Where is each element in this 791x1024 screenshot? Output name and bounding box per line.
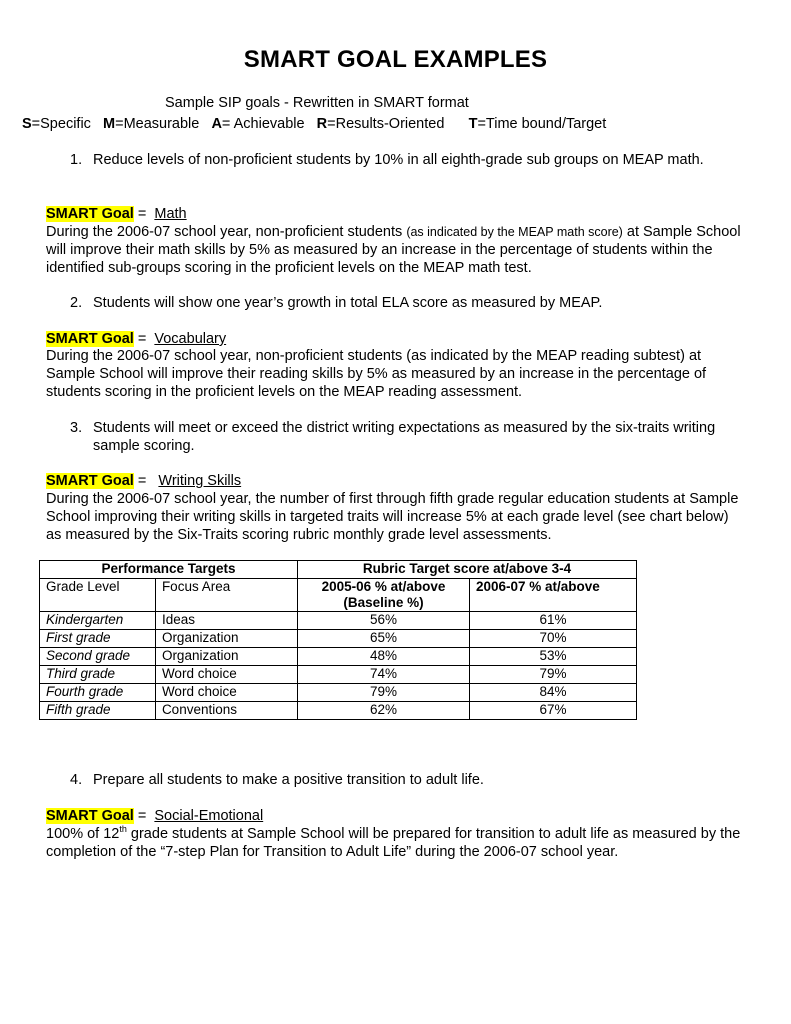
goal-2-statement: 2. Students will show one year’s growth in total ELA score as measured by MEAP. xyxy=(70,295,603,311)
table-group-header-row xyxy=(40,561,637,579)
table-row: Fifth grade Conventions 62% 67% xyxy=(40,702,637,720)
table-group-header: Rubric Target score at/above 3-4 xyxy=(298,561,637,579)
legend-time-bound: T=Time bound/Target xyxy=(468,116,607,132)
goal-area: Vocabulary xyxy=(154,331,227,347)
table-row: Second grade Organization 48% 53% xyxy=(40,648,637,666)
smart-legend xyxy=(22,116,606,132)
subtitle: Sample SIP goals - Rewritten in SMART format xyxy=(165,95,469,111)
table-row: Fourth grade Word choice 79% 84% xyxy=(40,684,637,702)
goal-1-heading: SMART Goal = Math xyxy=(46,206,187,222)
legend-achievable: A= Achievable xyxy=(211,116,305,132)
goal-4-heading: SMART Goal = Social-Emotional xyxy=(46,808,264,824)
goal-3-statement: 3. Students will meet or exceed the district writing expectations as measured by the six-traits writing sample scoring. xyxy=(70,420,716,454)
legend-results-oriented: R=Results-Oriented xyxy=(316,116,445,132)
table-column-header: Focus Area xyxy=(155,579,297,612)
table-column-header: Grade Level xyxy=(40,579,156,612)
goal-3-heading: SMART Goal = Writing Skills xyxy=(46,473,242,489)
performance-targets-table xyxy=(39,560,637,720)
table-row: Third grade Word choice 74% 79% xyxy=(40,666,637,684)
goal-area: Social-Emotional xyxy=(154,808,264,824)
legend-specific: S=Specific xyxy=(22,116,91,132)
goal-1-paragraph: During the 2006-07 school year, non-proficient students (as indicated by the MEAP math score) at Sample School will improve their math skills by 5% as measured by an increase in the percentage of students within the identified sub-groups scoring in the proficient levels on the MEAP math test. xyxy=(46,224,741,276)
table-column-header-row xyxy=(40,579,637,612)
smart-goal-label: SMART Goal xyxy=(46,473,134,489)
page-title: SMART GOAL EXAMPLES xyxy=(243,46,548,73)
goal-area: Math xyxy=(154,206,187,222)
smart-goal-label: SMART Goal xyxy=(46,808,134,824)
goal-4-statement: 4. Prepare all students to make a positive transition to adult life. xyxy=(70,772,484,788)
goal-3-paragraph: During the 2006-07 school year, the number of first through fifth grade regular education students at Sample School improving their writing skills in targeted traits will increase 5% at each grade level (see chart below) as measured by the Six-Traits scoring rubric monthly grade level assessments. xyxy=(46,491,739,543)
goal-area: Writing Skills xyxy=(158,473,242,489)
goal-4-paragraph: 100% of 12th grade students at Sample School will be prepared for transition to adult life as measured by the completion of the “7-step Plan for Transition to Adult Life” during the 2006-07 school year. xyxy=(46,824,741,860)
table-column-header: 2006-07 % at/above xyxy=(470,579,637,612)
goal-2-paragraph: During the 2006-07 school year, non-proficient students (as indicated by the MEAP reading subtest) at Sample School will improve their reading skills by 5% as measured by an increase in the percentage of students scoring in the proficient levels on the MEAP reading assessment. xyxy=(46,348,707,400)
table-column-header: 2005-06 % at/above (Baseline %) xyxy=(298,579,470,612)
goal-2-heading: SMART Goal = Vocabulary xyxy=(46,331,227,347)
table-group-header: Performance Targets xyxy=(40,561,298,579)
smart-goal-label: SMART Goal xyxy=(46,206,134,222)
legend-measurable: M=Measurable xyxy=(103,116,200,132)
table-row: First grade Organization 65% 70% xyxy=(40,630,637,648)
table-row: Kindergarten Ideas 56% 61% xyxy=(40,612,637,630)
goal-1-statement: 1. Reduce levels of non-proficient students by 10% in all eighth-grade sub groups on MEAP math. xyxy=(70,152,704,168)
smart-goal-label: SMART Goal xyxy=(46,331,134,347)
